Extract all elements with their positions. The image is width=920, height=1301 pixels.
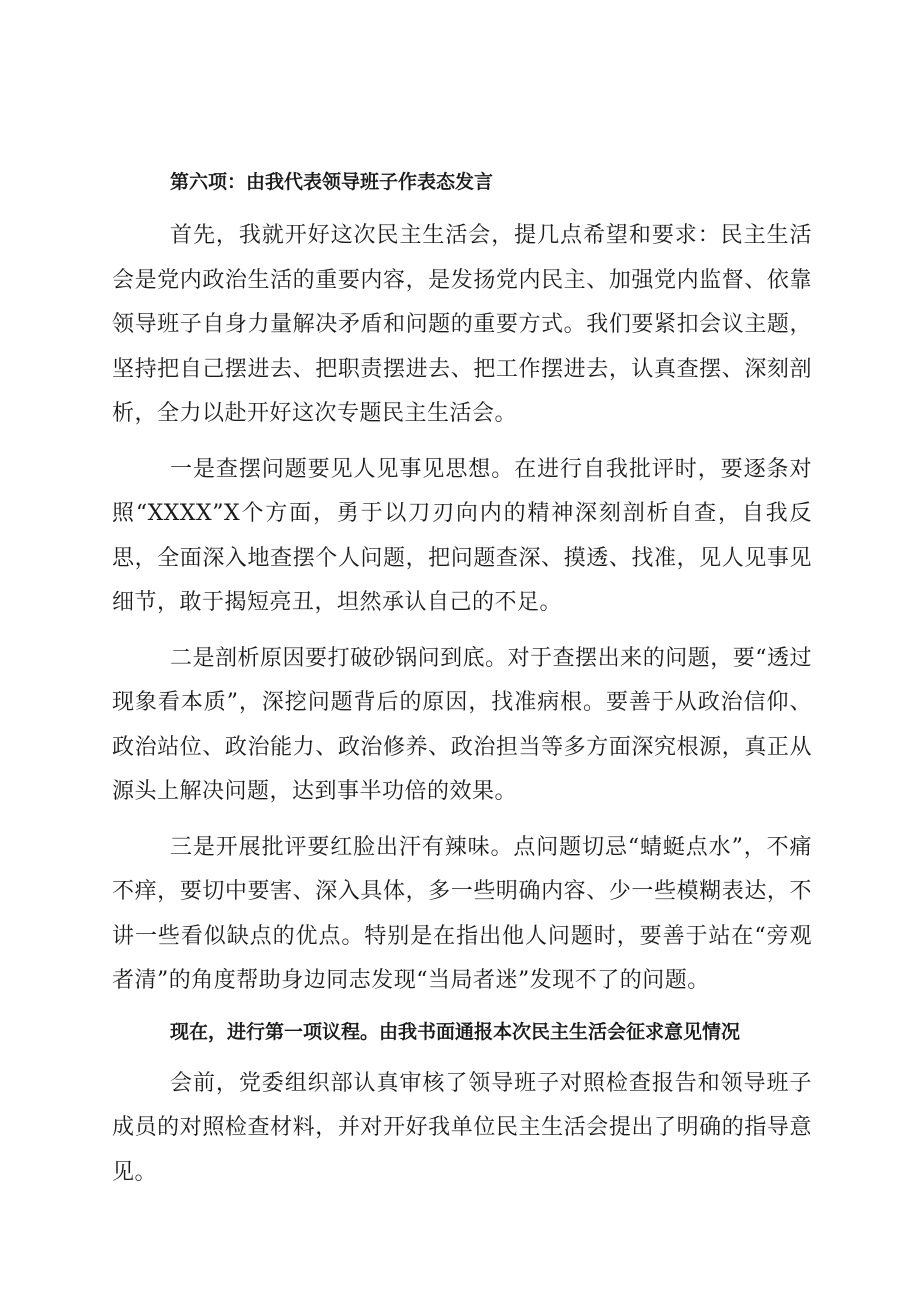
paragraph-point-one: 一是查摆问题要见人见事见思想。在进行自我批评时，要逐条对照“XXXX”X个方面，勇于以刀刃向内的精神深刻剖析自查，自我反思，全面深入地查摆个人问题，把问题查深、摸透、找准，见人见事见细节，敢于揭短亮丑，坦然承认自己的不足。 (112, 456, 812, 615)
section-heading-item-six: 第六项：由我代表领导班子作表态发言 (170, 171, 494, 193)
document-body (112, 168, 812, 1206)
paragraph-point-three: 三是开展批评要红脸出汗有辣味。点问题切忌“蜻蜓点水”，不痛不痒，要切中要害、深入具体，多一些明确内容、少一些模糊表达，不讲一些看似缺点的优点。特别是在指出他人问题时，要善于站在“旁观者清”的角度帮助身边同志发现“当局者迷”发现不了的问题。 (112, 834, 812, 993)
paragraph-pre-meeting-review: 会前，党委组织部认真审核了领导班子对照检查报告和领导班子成员的对照检查材料，并对开好我单位民主生活会提出了明确的指导意见。 (112, 1070, 812, 1185)
paragraph-point-two: 二是剖析原因要打破砂锅问到底。对于查摆出来的问题，要“透过现象看本质”，深挖问题背后的原因，找准病根。要善于从政治信仰、政治站位、政治能力、政治修养、政治担当等多方面深究根源，真正从源头上解决问题，达到事半功倍的效果。 (112, 645, 812, 804)
paragraph-opening-requirements: 首先，我就开好这次民主生活会，提几点希望和要求：民主生活会是党内政治生活的重要内容，是发扬党内民主、加强党内监督、依靠领导班子自身力量解决矛盾和问题的重要方式。我们要紧扣会议主题，坚持把自己摆进去、把职责摆进去、把工作摆进去，认真查摆、深刻剖析，全力以赴开好这次专题民主生活会。 (112, 223, 812, 426)
section-heading-agenda-one: 现在，进行第一项议程。由我书面通报本次民主生活会征求意见情况 (170, 1020, 741, 1043)
